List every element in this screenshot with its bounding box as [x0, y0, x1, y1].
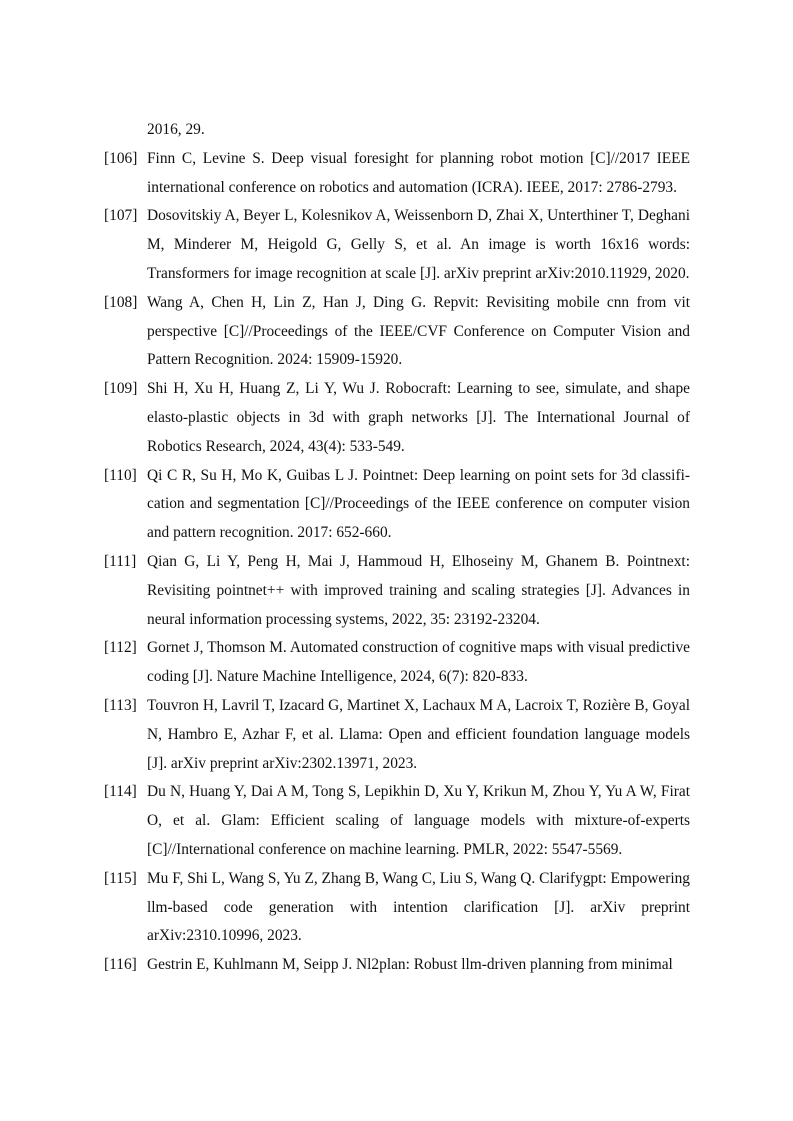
- reference-item: [104, 778, 690, 864]
- reference-text: Gestrin E, Kuhlmann M, Seipp J. Nl2plan: Robust llm-driven planning from minimal: [147, 956, 673, 974]
- reference-number: [111]: [104, 552, 137, 570]
- reference-item: [104, 692, 690, 778]
- reference-number: [110]: [104, 466, 137, 484]
- reference-number: [108]: [104, 293, 138, 311]
- reference-text: 2016, 29.: [147, 121, 205, 138]
- reference-item: [104, 289, 690, 375]
- reference-number: [116]: [104, 956, 137, 974]
- reference-number: [106]: [104, 149, 138, 167]
- reference-item: [104, 548, 690, 634]
- reference-text: Du N, Huang Y, Dai A M, Tong S, Lepikhin D, Xu Y, Krikun M, Zhou Y, Yu A W, Firat O, et al. Glam: Efficient scaling of language models with mixture-of-experts [C]//International conference on machine learning. PMLR, 2022: 5547-5569.: [147, 783, 690, 858]
- reference-text: Qi C R, Su H, Mo K, Guibas L J. Pointnet: Deep learning on point sets for 3d classification and segmentation [C]//Proceedings of the IEEE conference on computer vision and pattern recognition. 2017: 652-660.: [147, 466, 690, 542]
- reference-item: [104, 865, 690, 951]
- reference-text: Mu F, Shi L, Wang S, Yu Z, Zhang B, Wang C, Liu S, Wang Q. Clarifygpt: Empowering llm-based code generation with intention clarification [J]. arXiv preprint arXiv:2310.10996, 2023.: [147, 869, 690, 945]
- reference-number: [112]: [104, 639, 137, 657]
- reference-text: Gornet J, Thomson M. Automated construction of cognitive maps with visual predictive coding [J]. Nature Machine Intelligence, 2024, 6(7): 820-833.: [147, 639, 690, 686]
- reference-text: Touvron H, Lavril T, Izacard G, Martinet X, Lachaux M A, Lacroix T, Rozière B, Goyal N, Hambro E, Azhar F, et al. Llama: Open and efficient foundation language models [J]. arXiv preprint arXiv:2302.13971, 2023.: [147, 696, 690, 772]
- reference-number: [113]: [104, 696, 137, 714]
- reference-text: Dosovitskiy A, Beyer L, Kolesnikov A, Weissenborn D, Zhai X, Unterthiner T, Deghani M, Minderer M, Heigold G, Gelly S, et al. An image is worth 16x16 words: Transformers for image recognition at scale [J]. arXiv preprint arXiv:2010.11929, 2020.: [147, 207, 690, 282]
- reference-text: Qian G, Li Y, Peng H, Mai J, Hammoud H, Elhoseiny M, Ghanem B. Pointnext: Revisiting pointnet++ with improved training and scaling strategies [J]. Advances in neural information processing systems, 2022, 35: 23192-23204.: [147, 552, 690, 628]
- reference-item: [104, 951, 690, 980]
- reference-item: [104, 375, 690, 461]
- reference-number: [107]: [104, 207, 138, 225]
- reference-number: [109]: [104, 380, 138, 398]
- reference-list: [104, 116, 690, 980]
- reference-item: [104, 462, 690, 548]
- reference-item: [104, 116, 690, 145]
- reference-number: [115]: [104, 869, 137, 887]
- reference-item: [104, 145, 690, 203]
- reference-item: [104, 634, 690, 692]
- reference-text: Shi H, Xu H, Huang Z, Li Y, Wu J. Robocraft: Learning to see, simulate, and shape elasto-plastic objects in 3d with graph networks [J]. The International Journal of Robotics Research, 2024, 43(4): 533-549.: [147, 380, 690, 455]
- reference-text: Wang A, Chen H, Lin Z, Han J, Ding G. Repvit: Revisiting mobile cnn from vit perspective [C]//Proceedings of the IEEE/CVF Conference on Computer Vision and Pattern Recognition. 2024: 15909-15920.: [147, 293, 690, 369]
- reference-text: Finn C, Levine S. Deep visual foresight for planning robot motion [C]//2017 IEEE international conference on robotics and automation (ICRA). IEEE, 2017: 2786-2793.: [147, 149, 690, 196]
- reference-number: [114]: [104, 783, 137, 801]
- reference-item: [104, 202, 690, 288]
